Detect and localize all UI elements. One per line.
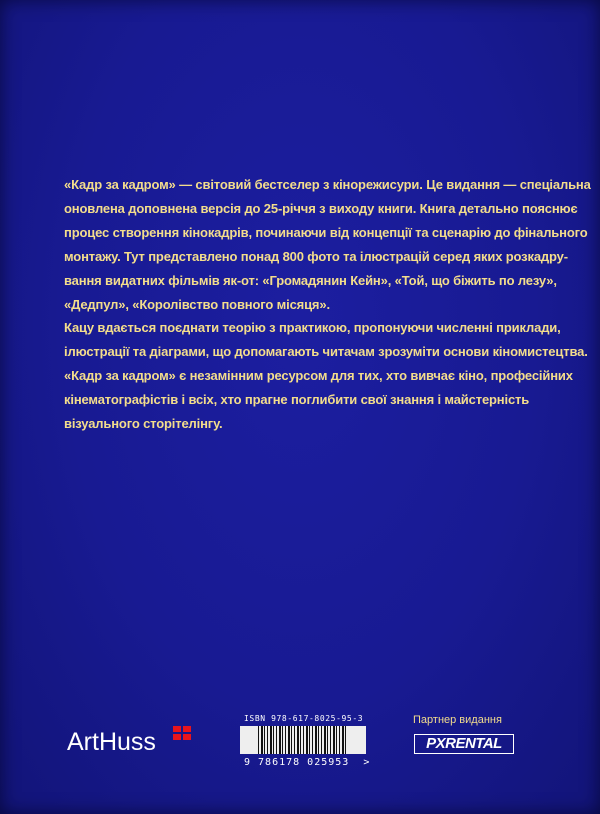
- partner-label: Партнер видання: [413, 714, 502, 726]
- text-line: «Кадр за кадром» — світовий бестселер з кінорежисури. Це видання — спеціальна: [64, 177, 591, 192]
- text-line: «Дедпул», «Королівство повного місяця».: [64, 297, 330, 312]
- text-line: кінематографістів і всіх, хто прагне поглибити свої знання і майстерність: [64, 392, 530, 407]
- publisher-logo: ArtHuss: [67, 728, 156, 756]
- text-line: візуального сторітелінгу.: [64, 416, 223, 431]
- text-line: «Кадр за кадром» є незамінним ресурсом для тих, хто вивчає кіно, професійних: [64, 368, 573, 383]
- description-paragraph-1: [64, 173, 591, 317]
- description-paragraph-2: [64, 316, 588, 436]
- barcode-bars-icon: [258, 726, 348, 754]
- text-line: процес створення кінокадрів, починаючи від концепції та сценарію до фінального: [64, 225, 588, 240]
- text-line: ілюстрації та діаграми, що допомагають читачам зрозуміти основи кіномистецтва.: [64, 344, 588, 359]
- text-line: оновлена доповнена версія до 25-річчя з виходу книги. Книга детально пояснює: [64, 201, 578, 216]
- text-line: Кацу вдається поєднати теорію з практикою, пропонуючи численні приклади,: [64, 320, 561, 335]
- barcode: [240, 726, 366, 754]
- isbn-label: ISBN 978-617-8025-95-3: [244, 714, 364, 723]
- barcode-digits: 9 786178 025953 >: [244, 757, 371, 768]
- partner-logo: PXRENTAL: [414, 734, 514, 754]
- text-line: вання видатних фільмів як-от: «Громадянин Кейн», «Той, що біжить по лезу»,: [64, 273, 557, 288]
- text-line: монтажу. Тут представлено понад 800 фото та ілюстрацій серед яких розкадру-: [64, 249, 568, 264]
